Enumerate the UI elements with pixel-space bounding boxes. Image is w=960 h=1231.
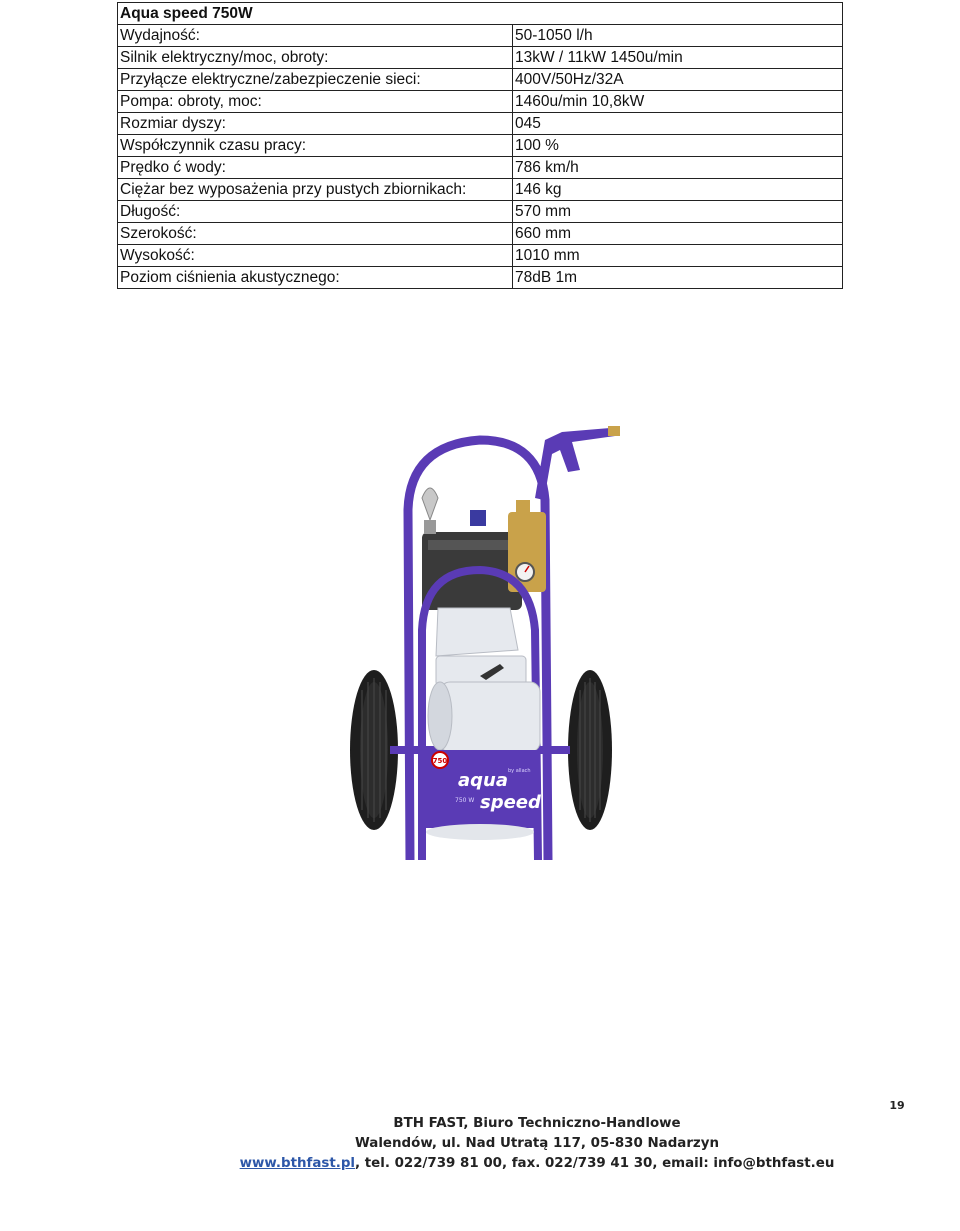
spec-title: Aqua speed 750W [118, 3, 843, 25]
spec-label: Rozmiar dyszy: [118, 113, 513, 135]
maker-label: by allach [508, 768, 531, 774]
spec-value: 78dB 1m [513, 267, 843, 289]
spec-label: Szerokość: [118, 223, 513, 245]
model-badge: 750 [432, 757, 448, 765]
spec-label: Przyłącze elektryczne/zabezpieczenie sieci: [118, 69, 513, 91]
footer-contact-details: , tel. 022/739 81 00, fax. 022/739 41 30, email: info@bthfast.eu [355, 1156, 835, 1171]
footer-address: Walendów, ul. Nad Utratą 117, 05-830 Nadarzyn [355, 1136, 719, 1151]
spec-label: Wysokość: [118, 245, 513, 267]
spec-value: 570 mm [513, 201, 843, 223]
spec-value: 13kW / 11kW 1450u/min [513, 47, 843, 69]
spec-value: 400V/50Hz/32A [513, 69, 843, 91]
spec-label: Poziom ciśnienia akustycznego: [118, 267, 513, 289]
spec-label: Prędko ć wody: [118, 157, 513, 179]
footer [0, 1114, 960, 1174]
spec-value: 146 kg [513, 179, 843, 201]
spec-value: 660 mm [513, 223, 843, 245]
spec-value: 1460u/min 10,8kW [513, 91, 843, 113]
brand-text-speed: speed [480, 792, 541, 813]
spec-label: Długość: [118, 201, 513, 223]
spec-label: Pompa: obroty, moc: [118, 91, 513, 113]
spec-value: 100 % [513, 135, 843, 157]
footer-company: BTH FAST, Biuro Techniczno-Handlowe [393, 1116, 681, 1131]
spec-value: 1010 mm [513, 245, 843, 267]
spec-value: 786 km/h [513, 157, 843, 179]
spec-label: Ciężar bez wyposażenia przy pustych zbiornikach: [118, 179, 513, 201]
footer-contact [0, 1154, 960, 1174]
spec-label: Współczynnik czasu pracy: [118, 135, 513, 157]
spec-value: 50-1050 l/h [513, 25, 843, 47]
website-link[interactable]: www.bthfast.pl [239, 1156, 355, 1171]
spec-label: Wydajność: [118, 25, 513, 47]
brand-text-aqua: aqua [458, 770, 508, 791]
spec-label: Silnik elektryczny/moc, obroty: [118, 47, 513, 69]
page-number: 19 [889, 1099, 905, 1112]
spec-value: 045 [513, 113, 843, 135]
model-label: 750 W [455, 797, 475, 804]
